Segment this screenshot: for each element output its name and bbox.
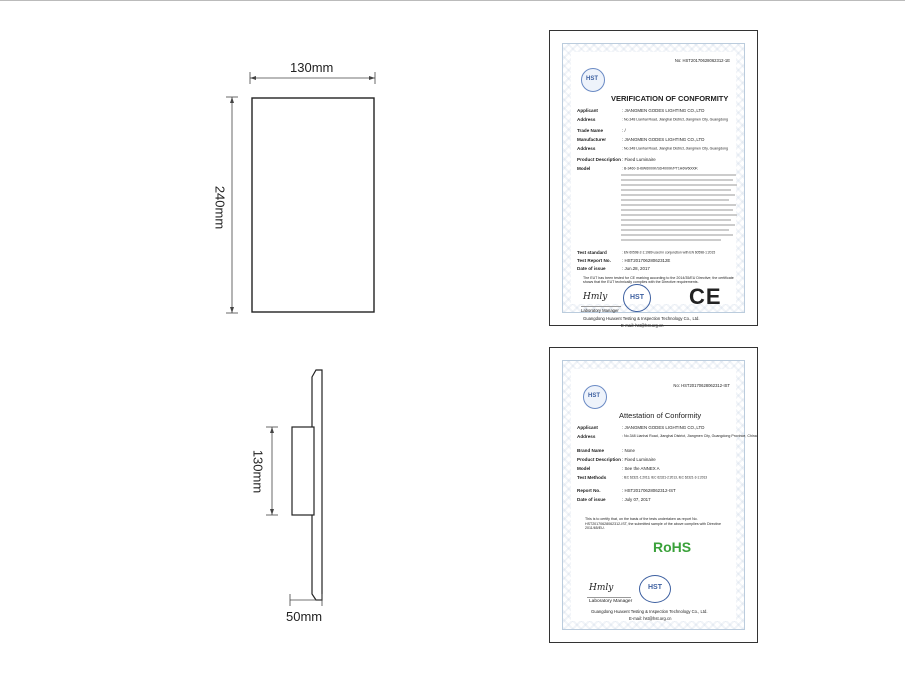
cert1-contact: E-mail: hst@hst.org.cn [621, 323, 664, 328]
field-value: : / [622, 128, 626, 133]
field-label: Test Report No. [577, 258, 611, 263]
field-label: Trade Name [577, 128, 604, 133]
side-depth-label: 50mm [286, 609, 323, 624]
cert1-company: Guangdong Huaxent Testing & Inspection Technology Co., Ltd. [583, 316, 700, 321]
front-height-label: 240mm [212, 185, 228, 230]
field-label: Applicant [577, 425, 598, 430]
hst-seal-icon [639, 575, 671, 603]
field-value: : JIANGMEN GODES LIGHTING CO.,LTD [622, 425, 705, 430]
field-label: Product Description [577, 157, 621, 162]
side-height-label: 130mm [250, 449, 266, 494]
front-width-label: 130mm [290, 60, 334, 75]
field-value: : IEC 62321-1:2013, IEC 62321-2:2013, IEC 62321-3-1:2013 [622, 475, 708, 480]
ce-mark: CE [689, 284, 722, 309]
cert1-signer: Laboratory Manager [581, 308, 619, 313]
field-value: : Jun.28, 2017 [622, 266, 650, 271]
cert1-ref-no: No: HST20170628062312-1E [674, 58, 730, 63]
cert2-ref-no: No: HST20170628062312-IST [673, 383, 730, 388]
cert2-contact: E-mail: hst@hst.org.cn [629, 616, 672, 621]
field-label: Brand Name [577, 448, 605, 453]
field-label: Manufacturer [577, 137, 607, 142]
certificate-border [562, 43, 745, 328]
field-label: Model [577, 166, 591, 171]
field-label: Address [577, 434, 596, 439]
cert2-company: Guangdong Huaxent Testing & Inspection Technology Co., Ltd. [591, 609, 708, 614]
field-label: Product Description [577, 457, 621, 462]
field-label: Applicant [577, 108, 598, 113]
field-label: Address [577, 146, 596, 151]
field-value: : JIANGMEN GODES LIGHTING CO.,LTD [622, 137, 705, 142]
field-label: Date of issue [577, 266, 606, 271]
signature-line [587, 597, 631, 598]
field-label: Model [577, 466, 591, 471]
field-label: Test Methods [577, 475, 607, 480]
hst-seal-icon [623, 284, 651, 312]
field-value: : EN 60598-2-1:1989 used in conjunction with EN 60598-1:2015 [622, 250, 716, 255]
hst-logo-icon [581, 68, 605, 92]
certificate-border [562, 360, 757, 630]
field-label: Test standard [577, 250, 607, 255]
field-value: : B-3460-1H6W6000K/SD4000K/PT1H6W6000K [622, 166, 698, 171]
model-list-lines [621, 173, 741, 253]
field-value: : Fixed Luminaire [622, 457, 656, 462]
cert1-title: VERIFICATION OF CONFORMITY [611, 94, 729, 103]
field-label: Report No. [577, 488, 601, 493]
cert2-statement: This is to certify that, on the basis of the tests undertaken as report No. HST20170628062312-IST, the submitted sample of the above complies with Directive 2011/65/EU. [585, 517, 722, 531]
cert2-title: Attestation of Conformity [619, 411, 702, 420]
field-value: : HST20170628062312-IST [622, 488, 676, 493]
field-value: : No.348 Lianhai Road, Jianghai District, Jiangmen City, Guangdong [622, 117, 728, 122]
rohs-certificate [549, 347, 758, 643]
field-label: Address [577, 117, 596, 122]
rohs-mark: RoHS [653, 539, 692, 555]
hst-logo-icon [583, 385, 607, 409]
logo-text: HST [588, 393, 600, 399]
cert1-statement: The EUT has been tested for CE marking according to the 2014/35/EU Directive; the certificate shows that the EUT technically complies with the Directive requirements. [583, 276, 734, 285]
field-value: : HST20170628062312E [622, 258, 671, 263]
field-value: : See the ANNEX A [622, 466, 660, 471]
logo-text: HST [586, 76, 598, 82]
field-value: : No.348 Lianhai Road, Jianghai District, Jiangmen City, Guangdong Province, China [622, 434, 757, 438]
field-value: : July 07, 2017 [622, 497, 651, 502]
field-value: : No.348 Lianhai Road, Jianghai District, Jiangmen City, Guangdong [622, 146, 728, 151]
field-value: : None [622, 448, 635, 453]
signature: Hmly [583, 292, 608, 302]
field-label: Date of issue [577, 497, 606, 502]
signature-line [581, 306, 621, 307]
seal-text: HST [630, 294, 644, 301]
seal-text: HST [648, 584, 662, 591]
field-value: : Fixed Luminaire [622, 157, 656, 162]
ce-certificate [549, 30, 758, 326]
field-value: : JIANGMEN GODES LIGHTING CO.,LTD [622, 108, 705, 113]
signature: Hmly [589, 583, 614, 593]
cert2-signer: Laboratory Manager [589, 599, 633, 604]
